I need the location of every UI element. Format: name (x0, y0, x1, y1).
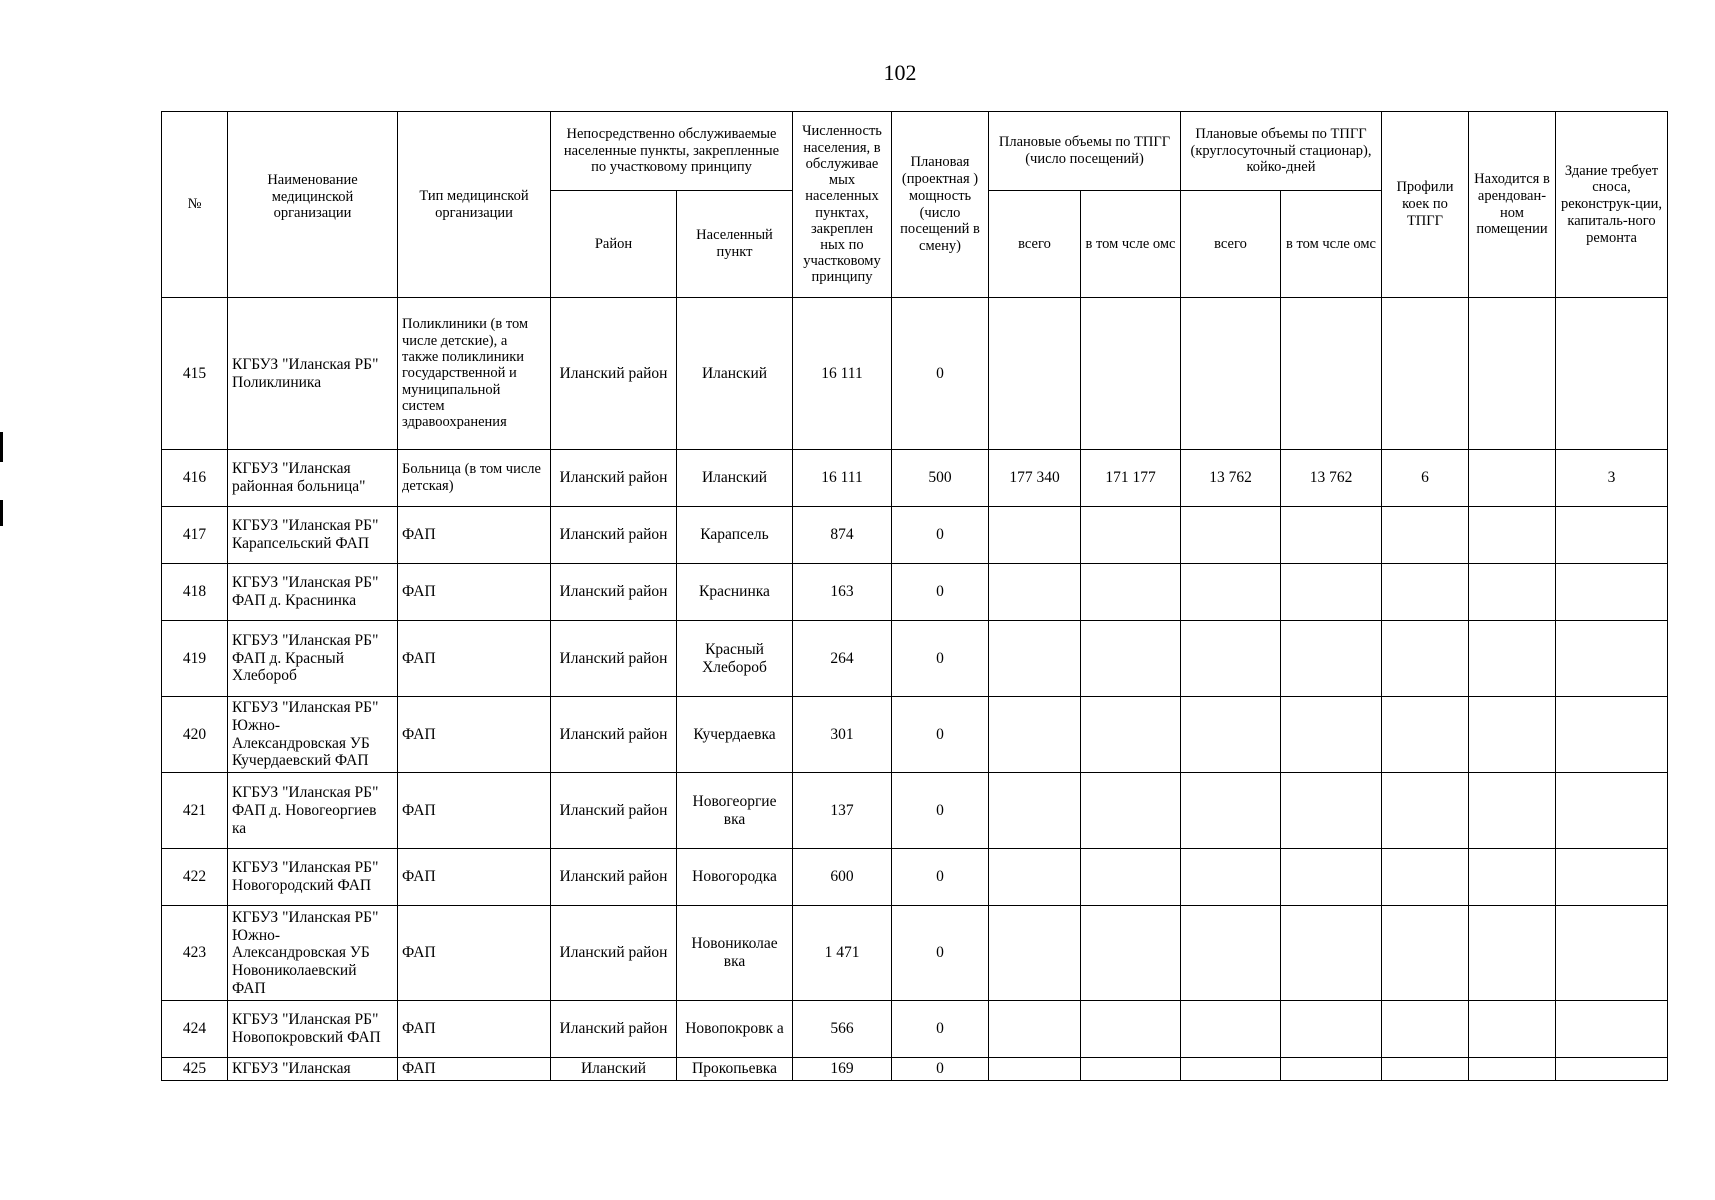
cell-rented (1469, 564, 1556, 621)
cell-visits-total (989, 849, 1081, 906)
cell-name: КГБУЗ "Иланская РБ" Карапсельский ФАП (228, 507, 398, 564)
cell-name: КГБУЗ "Иланская (228, 1058, 398, 1081)
cell-beds (1382, 1001, 1469, 1058)
cell-building (1556, 621, 1668, 697)
cell-district: Иланский район (551, 1001, 677, 1058)
cell-rented (1469, 621, 1556, 697)
cell-visits-oms: 171 177 (1081, 450, 1181, 507)
cell-building (1556, 906, 1668, 1001)
cell-hospital-oms (1281, 1001, 1382, 1058)
cell-district: Иланский район (551, 621, 677, 697)
cell-building (1556, 773, 1668, 849)
cell-visits-total (989, 697, 1081, 773)
cell-hospital-total (1181, 298, 1281, 450)
cell-beds (1382, 621, 1469, 697)
cell-name: КГБУЗ "Иланская РБ" ФАП д. Красный Хлебороб (228, 621, 398, 697)
cell-hospital-oms (1281, 906, 1382, 1001)
cell-capacity: 0 (892, 564, 989, 621)
cell-name: КГБУЗ "Иланская РБ" ФАП д. Новогеоргиев ка (228, 773, 398, 849)
cell-beds (1382, 773, 1469, 849)
cell-visits-oms (1081, 564, 1181, 621)
cell-num: 425 (162, 1058, 228, 1081)
cell-visits-oms (1081, 773, 1181, 849)
cell-district: Иланский (551, 1058, 677, 1081)
cell-hospital-oms (1281, 564, 1382, 621)
cell-hospital-oms (1281, 621, 1382, 697)
cell-visits-total (989, 1001, 1081, 1058)
cell-type: ФАП (398, 564, 551, 621)
table-row (162, 773, 1715, 849)
table-row (162, 507, 1715, 564)
header-settlement: Населенный пункт (677, 191, 793, 298)
cell-hospital-total (1181, 1001, 1281, 1058)
table-row (162, 1058, 1715, 1081)
cell-beds (1382, 564, 1469, 621)
cell-name: КГБУЗ "Иланская РБ" Новогородский ФАП (228, 849, 398, 906)
cell-hospital-total (1181, 507, 1281, 564)
cell-visits-oms (1081, 697, 1181, 773)
cell-hospital-total: 13 762 (1181, 450, 1281, 507)
cell-num: 418 (162, 564, 228, 621)
cell-settlement: Новогеоргие вка (677, 773, 793, 849)
cell-visits-oms (1081, 906, 1181, 1001)
cell-district: Иланский район (551, 564, 677, 621)
cell-capacity: 0 (892, 298, 989, 450)
cell-district: Иланский район (551, 298, 677, 450)
cell-num: 415 (162, 298, 228, 450)
cell-rented (1469, 1058, 1556, 1081)
cell-capacity: 0 (892, 697, 989, 773)
cell-rented (1469, 773, 1556, 849)
cell-hospital-oms (1281, 697, 1382, 773)
cell-type: ФАП (398, 906, 551, 1001)
cell-num: 419 (162, 621, 228, 697)
cell-population: 163 (793, 564, 892, 621)
cell-capacity: 0 (892, 906, 989, 1001)
scan-edge-mark (0, 432, 3, 462)
cell-settlement: Красный Хлебороб (677, 621, 793, 697)
cell-settlement: Прокопьевка (677, 1058, 793, 1081)
cell-rented (1469, 298, 1556, 450)
cell-building (1556, 1001, 1668, 1058)
cell-hospital-total (1181, 564, 1281, 621)
table-header (162, 112, 1715, 298)
cell-population: 874 (793, 507, 892, 564)
cell-capacity: 0 (892, 507, 989, 564)
cell-settlement: Иланский (677, 298, 793, 450)
cell-num: 420 (162, 697, 228, 773)
cell-hospital-total (1181, 906, 1281, 1001)
cell-settlement: Иланский (677, 450, 793, 507)
cell-population: 264 (793, 621, 892, 697)
cell-hospital-oms (1281, 849, 1382, 906)
cell-building (1556, 697, 1668, 773)
scan-edge-mark (0, 500, 3, 526)
cell-population: 169 (793, 1058, 892, 1081)
cell-beds (1382, 849, 1469, 906)
page-number: 102 (883, 60, 917, 85)
cell-hospital-total (1181, 697, 1281, 773)
cell-rented (1469, 507, 1556, 564)
cell-hospital-total (1181, 773, 1281, 849)
cell-num: 416 (162, 450, 228, 507)
cell-district: Иланский район (551, 697, 677, 773)
header-hospital-total: всего (1181, 191, 1281, 298)
cell-district: Иланский район (551, 450, 677, 507)
cell-population: 16 111 (793, 298, 892, 450)
cell-hospital-total (1181, 1058, 1281, 1081)
cell-building (1556, 564, 1668, 621)
cell-population: 16 111 (793, 450, 892, 507)
cell-settlement: Краснинка (677, 564, 793, 621)
cell-visits-total (989, 773, 1081, 849)
cell-capacity: 0 (892, 849, 989, 906)
cell-num: 424 (162, 1001, 228, 1058)
cell-visits-oms (1081, 1001, 1181, 1058)
cell-name: КГБУЗ "Иланская районная больница" (228, 450, 398, 507)
cell-type: ФАП (398, 849, 551, 906)
cell-num: 422 (162, 849, 228, 906)
table-row (162, 1001, 1715, 1058)
cell-visits-oms (1081, 507, 1181, 564)
header-visits-oms: в том чсле омс (1081, 191, 1181, 298)
table-body (162, 298, 1715, 1081)
cell-beds: 6 (1382, 450, 1469, 507)
header-hospital-oms: в том чсле омс (1281, 191, 1382, 298)
header-building: Здание требует сноса, реконструк-ции, капиталь-ного ремонта (1556, 112, 1668, 298)
cell-name: КГБУЗ "Иланская РБ" Поликлиника (228, 298, 398, 450)
cell-hospital-oms (1281, 773, 1382, 849)
table-row (162, 298, 1715, 450)
cell-hospital-total (1181, 621, 1281, 697)
header-capacity: Плановая (проектная ) мощность (число посещений в смену) (892, 112, 989, 298)
header-visits-group: Плановые объемы по ТПГГ (число посещений) (989, 112, 1181, 191)
header-beds-profile: Профили коек по ТПГГ (1382, 112, 1469, 298)
cell-rented (1469, 1001, 1556, 1058)
cell-visits-total (989, 906, 1081, 1001)
header-hospital-group: Плановые объемы по ТПГГ (круглосуточный стационар), койко-дней (1181, 112, 1382, 191)
cell-visits-total (989, 298, 1081, 450)
table-row (162, 621, 1715, 697)
cell-visits-oms (1081, 621, 1181, 697)
cell-capacity: 0 (892, 1001, 989, 1058)
cell-building (1556, 1058, 1668, 1081)
cell-type: ФАП (398, 773, 551, 849)
cell-beds (1382, 1058, 1469, 1081)
cell-type: ФАП (398, 507, 551, 564)
cell-visits-total (989, 507, 1081, 564)
cell-type: Поликлиники (в том числе детские), а также поликлиники государственной и муниципальной систем здравоохранения (398, 298, 551, 450)
cell-capacity: 0 (892, 621, 989, 697)
cell-district: Иланский район (551, 906, 677, 1001)
cell-district: Иланский район (551, 849, 677, 906)
cell-visits-total (989, 621, 1081, 697)
cell-visits-oms (1081, 298, 1181, 450)
cell-num: 421 (162, 773, 228, 849)
cell-hospital-oms (1281, 1058, 1382, 1081)
cell-capacity: 500 (892, 450, 989, 507)
cell-type: ФАП (398, 1058, 551, 1081)
cell-building (1556, 507, 1668, 564)
cell-name: КГБУЗ "Иланская РБ" Южно-Александровская УБ Кучердаевский ФАП (228, 697, 398, 773)
cell-beds (1382, 507, 1469, 564)
cell-settlement: Новопокровк а (677, 1001, 793, 1058)
cell-visits-total (989, 564, 1081, 621)
cell-type: ФАП (398, 1001, 551, 1058)
cell-settlement: Карапсель (677, 507, 793, 564)
cell-settlement: Новогородка (677, 849, 793, 906)
cell-population: 137 (793, 773, 892, 849)
cell-population: 1 471 (793, 906, 892, 1001)
cell-name: КГБУЗ "Иланская РБ" Южно-Александровская УБ Новониколаевский ФАП (228, 906, 398, 1001)
header-num: № (162, 112, 228, 298)
cell-name: КГБУЗ "Иланская РБ" Новопокровский ФАП (228, 1001, 398, 1058)
cell-building (1556, 849, 1668, 906)
cell-district: Иланский район (551, 773, 677, 849)
header-visits-total: всего (989, 191, 1081, 298)
table-row (162, 849, 1715, 906)
cell-capacity: 0 (892, 1058, 989, 1081)
cell-building (1556, 298, 1668, 450)
cell-population: 566 (793, 1001, 892, 1058)
header-name: Наименование медицинской организации (228, 112, 398, 298)
header-population: Численность населения, в обслуживае мых населенных пунктах, закреплен ных по участковому принципу (793, 112, 892, 298)
table-row (162, 450, 1715, 507)
cell-beds (1382, 298, 1469, 450)
cell-num: 423 (162, 906, 228, 1001)
cell-hospital-oms: 13 762 (1281, 450, 1382, 507)
cell-beds (1382, 906, 1469, 1001)
header-district: Район (551, 191, 677, 298)
cell-visits-total (989, 1058, 1081, 1081)
cell-population: 600 (793, 849, 892, 906)
header-settlements-group: Непосредственно обслуживаемые населенные пункты, закрепленные по участковому принципу (551, 112, 793, 191)
cell-type: ФАП (398, 697, 551, 773)
cell-building: 3 (1556, 450, 1668, 507)
cell-visits-oms (1081, 1058, 1181, 1081)
cell-hospital-total (1181, 849, 1281, 906)
cell-rented (1469, 906, 1556, 1001)
cell-capacity: 0 (892, 773, 989, 849)
header-type: Тип медицинской организации (398, 112, 551, 298)
cell-visits-oms (1081, 849, 1181, 906)
cell-visits-total: 177 340 (989, 450, 1081, 507)
cell-type: Больница (в том числе детская) (398, 450, 551, 507)
table-row (162, 906, 1715, 1001)
cell-hospital-oms (1281, 507, 1382, 564)
cell-beds (1382, 697, 1469, 773)
cell-num: 417 (162, 507, 228, 564)
table-row (162, 564, 1715, 621)
header-rented: Находится в арендован-ном помещении (1469, 112, 1556, 298)
cell-settlement: Новониколае вка (677, 906, 793, 1001)
table-row (162, 697, 1715, 773)
cell-district: Иланский район (551, 507, 677, 564)
medical-organizations-table (161, 111, 1715, 1081)
cell-type: ФАП (398, 621, 551, 697)
cell-population: 301 (793, 697, 892, 773)
cell-rented (1469, 697, 1556, 773)
cell-rented (1469, 849, 1556, 906)
cell-settlement: Кучердаевка (677, 697, 793, 773)
cell-hospital-oms (1281, 298, 1382, 450)
cell-name: КГБУЗ "Иланская РБ" ФАП д. Краснинка (228, 564, 398, 621)
cell-rented (1469, 450, 1556, 507)
